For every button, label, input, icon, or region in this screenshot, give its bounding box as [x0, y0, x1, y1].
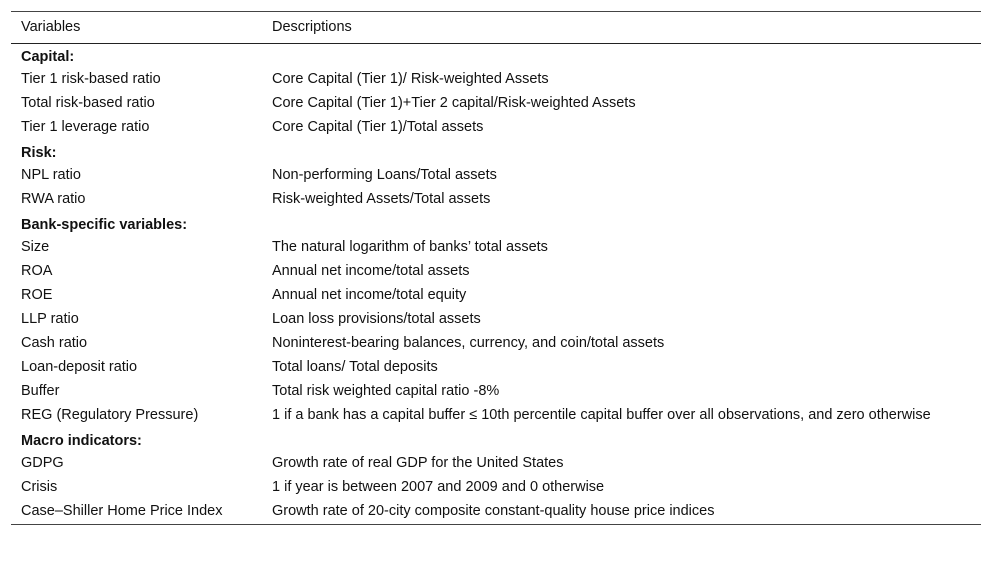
variable-cell: Case–Shiller Home Price Index: [21, 503, 223, 519]
section-row: [11, 140, 981, 164]
variable-cell: Buffer: [21, 383, 60, 399]
description-cell: 1 if year is between 2007 and 2009 and 0 otherwise: [272, 479, 605, 495]
variable-cell: ROA: [21, 263, 53, 279]
variable-cell: ROE: [21, 287, 53, 303]
description-cell: Annual net income/total equity: [272, 287, 467, 303]
table-header: [11, 12, 981, 44]
table-row: [11, 380, 981, 404]
description-cell: Core Capital (Tier 1)/Total assets: [272, 119, 484, 135]
table-row: [11, 236, 981, 260]
header-descriptions: Descriptions: [272, 19, 352, 35]
section-title: Macro indicators:: [21, 433, 142, 449]
variables-table-container: [11, 11, 981, 525]
variable-cell: Loan-deposit ratio: [21, 359, 138, 375]
header-variables: Variables: [21, 19, 81, 35]
variable-cell: REG (Regulatory Pressure): [21, 407, 199, 423]
header-row: [11, 12, 981, 44]
variable-cell: Size: [21, 239, 50, 255]
description-cell: Risk-weighted Assets/Total assets: [272, 191, 491, 207]
table-row: [11, 68, 981, 92]
variable-cell: Total risk-based ratio: [21, 95, 155, 111]
variable-cell: Cash ratio: [21, 335, 88, 351]
description-cell: Noninterest-bearing balances, currency, and coin/total assets: [272, 335, 665, 351]
table-row: [11, 188, 981, 212]
section-title: Bank-specific variables:: [21, 217, 188, 233]
table-row: [11, 284, 981, 308]
description-cell: Total loans/ Total deposits: [272, 359, 438, 375]
table-row: [11, 500, 981, 525]
description-cell: Core Capital (Tier 1)+Tier 2 capital/Risk-weighted Assets: [272, 95, 636, 111]
table-row: [11, 260, 981, 284]
table-row: [11, 404, 981, 428]
table-body: [11, 44, 981, 525]
description-cell: 1 if a bank has a capital buffer ≤ 10th percentile capital buffer over all observations, and zero otherwise: [272, 407, 931, 423]
variable-cell: Crisis: [21, 479, 58, 495]
variable-cell: Tier 1 leverage ratio: [21, 119, 150, 135]
table-row: [11, 356, 981, 380]
table-row: [11, 92, 981, 116]
section-title: Capital:: [21, 49, 75, 65]
variable-cell: LLP ratio: [21, 311, 79, 327]
table-row: [11, 332, 981, 356]
table-row: [11, 116, 981, 140]
table-row: [11, 452, 981, 476]
variable-cell: RWA ratio: [21, 191, 86, 207]
variable-cell: Tier 1 risk-based ratio: [21, 71, 161, 87]
description-cell: Annual net income/total assets: [272, 263, 470, 279]
variable-cell: NPL ratio: [21, 167, 81, 183]
section-row: [11, 44, 981, 69]
description-cell: Non-performing Loans/Total assets: [272, 167, 497, 183]
description-cell: Core Capital (Tier 1)/ Risk-weighted Assets: [272, 71, 549, 87]
section-row: [11, 428, 981, 452]
table-row: [11, 308, 981, 332]
description-cell: Growth rate of real GDP for the United States: [272, 455, 564, 471]
table-row: [11, 476, 981, 500]
section-row: [11, 212, 981, 236]
variables-table: [11, 11, 981, 525]
variable-cell: GDPG: [21, 455, 64, 471]
section-title: Risk:: [21, 145, 57, 161]
description-cell: Loan loss provisions/total assets: [272, 311, 481, 327]
table-row: [11, 164, 981, 188]
description-cell: Total risk weighted capital ratio -8%: [272, 383, 500, 399]
description-cell: The natural logarithm of banks’ total assets: [272, 239, 548, 255]
description-cell: Growth rate of 20-city composite constant-quality house price indices: [272, 503, 715, 519]
